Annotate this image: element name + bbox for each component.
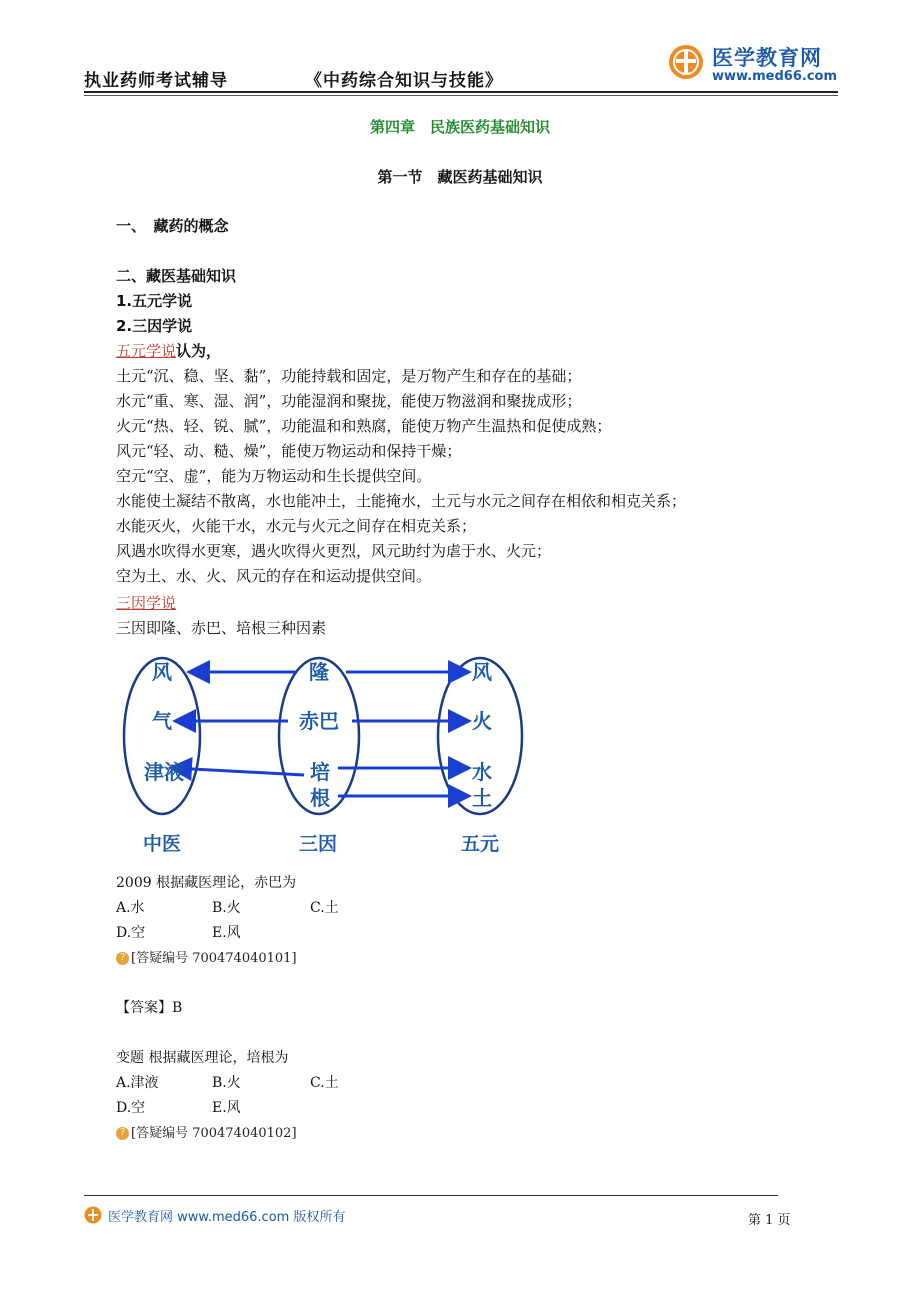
question-1-options-row-2 (116, 922, 516, 944)
wuyuan-intro (116, 341, 221, 361)
question-1-option[interactable]: D.空 (116, 925, 146, 941)
diagram-label-sanyin: 三因 (298, 833, 338, 855)
question-2-option[interactable]: B.火 (212, 1075, 241, 1091)
question-mark-icon: ? (116, 1127, 129, 1140)
wuyuan-line: 土元“沉、稳、坚、黏”，功能持载和固定，是万物产生和存在的基础； (116, 367, 582, 385)
diagram-right-item: 土 (472, 786, 492, 810)
item-five-elements: 1.五元学说 (116, 292, 193, 310)
sanyin-link[interactable]: 三因学说 (116, 594, 177, 612)
header-rule-thin (84, 95, 838, 96)
site-logo[interactable] (668, 42, 848, 86)
question-1-option[interactable]: A.水 (116, 900, 145, 916)
item-three-factors: 2.三因学说 (116, 317, 193, 335)
question-2-code-link[interactable] (116, 1122, 297, 1141)
question-1-option[interactable]: E.风 (212, 925, 241, 941)
diagram-label-tcm: 中医 (142, 833, 182, 855)
wuyuan-line: 水能灭火，火能干水，水元与火元之间存在相克关系； (116, 517, 477, 535)
question-mark-icon: ? (116, 952, 129, 965)
question-1-option[interactable]: B.火 (212, 900, 241, 916)
diagram-left-item: 津液 (144, 760, 184, 784)
chapter-title: 第四章 民族医药基础知识 (369, 118, 550, 136)
question-2-code: [答疑编号 700474040102] (131, 1126, 297, 1141)
footer-rule (84, 1195, 778, 1196)
wuyuan-link[interactable]: 五元学说 (116, 342, 177, 360)
question-2-options-row-2 (116, 1097, 516, 1119)
question-1-code: [答疑编号 700474040101] (131, 951, 297, 966)
question-1-answer: 【答案】B (116, 1000, 183, 1016)
diagram-left-item: 风 (152, 660, 172, 684)
diagram-middle-item: 赤巴 (299, 709, 339, 733)
diagram-right-item: 水 (472, 760, 492, 784)
three-factors-diagram (116, 648, 536, 860)
diagram-middle-item: 隆 (309, 660, 329, 684)
wuyuan-line: 风遇水吹得水更寒，遇火吹得火更烈，风元助纣为虐于水、火元； (116, 542, 552, 560)
page-number: 第 1 页 (748, 1213, 791, 1228)
logo-emblem-icon (668, 44, 704, 80)
diagram-right-item: 火 (472, 709, 492, 733)
question-2-stem: 变题 根据藏医理论，培根为 (116, 1050, 289, 1066)
wuyuan-suffix: 认为， (176, 342, 222, 360)
footer-logo-icon (84, 1206, 102, 1224)
question-2-options-row-1 (116, 1072, 516, 1094)
sanyin-heading (116, 593, 176, 613)
wuyuan-line: 空为土、水、火、风元的存在和运动提供空间。 (116, 567, 432, 585)
wuyuan-line: 水能使土凝结不散离，水也能冲土，土能掩水，土元与水元之间存在相依和相克关系； (116, 492, 687, 510)
question-2-option[interactable]: C.土 (310, 1075, 339, 1091)
logo-name: 医学教育网 (712, 46, 822, 70)
question-2-option[interactable]: D.空 (116, 1100, 146, 1116)
question-2-option[interactable]: A.津液 (116, 1075, 159, 1091)
diagram-middle-item: 根 (310, 786, 330, 810)
logo-url: www.med66.com (712, 69, 838, 84)
question-1-option[interactable]: C.土 (310, 900, 339, 916)
question-1-code-link[interactable] (116, 947, 297, 966)
diagram-label-wuyuan: 五元 (460, 833, 500, 855)
section-title: 第一节 藏医药基础知识 (377, 168, 543, 186)
diagram-middle-item: 培 (310, 760, 330, 784)
wuyuan-line: 火元“热、轻、锐、腻”，功能温和和熟腐，能使万物产生温热和促使成熟； (116, 417, 612, 435)
header-book-title: 《中药综合知识与技能》 (305, 71, 503, 91)
header-rule (84, 91, 838, 93)
heading-tibetan-medicine-concept: 一、 藏药的概念 (116, 217, 229, 235)
footer-copyright: 医学教育网 www.med66.com 版权所有 (108, 1210, 346, 1225)
heading-tibetan-medicine-basics: 二、藏医基础知识 (116, 267, 237, 285)
header-left-title: 执业药师考试辅导 (84, 71, 228, 91)
sanyin-intro: 三因即隆、赤巴、培根三种因素 (116, 619, 327, 637)
wuyuan-line: 空元“空、虚”，能为万物运动和生长提供空间。 (116, 467, 432, 485)
question-1-stem: 2009 根据藏医理论，赤巴为 (116, 875, 297, 891)
wuyuan-line: 水元“重、寒、湿、润”，功能湿润和聚拢，能使万物滋润和聚拢成形； (116, 392, 582, 410)
diagram-right-item: 风 (472, 660, 492, 684)
diagram-left-item: 气 (152, 709, 172, 733)
question-2-option[interactable]: E.风 (212, 1100, 241, 1116)
wuyuan-line: 风元“轻、动、糙、燥”，能使万物运动和保持干燥； (116, 442, 462, 460)
question-1-options-row-1 (116, 897, 516, 919)
